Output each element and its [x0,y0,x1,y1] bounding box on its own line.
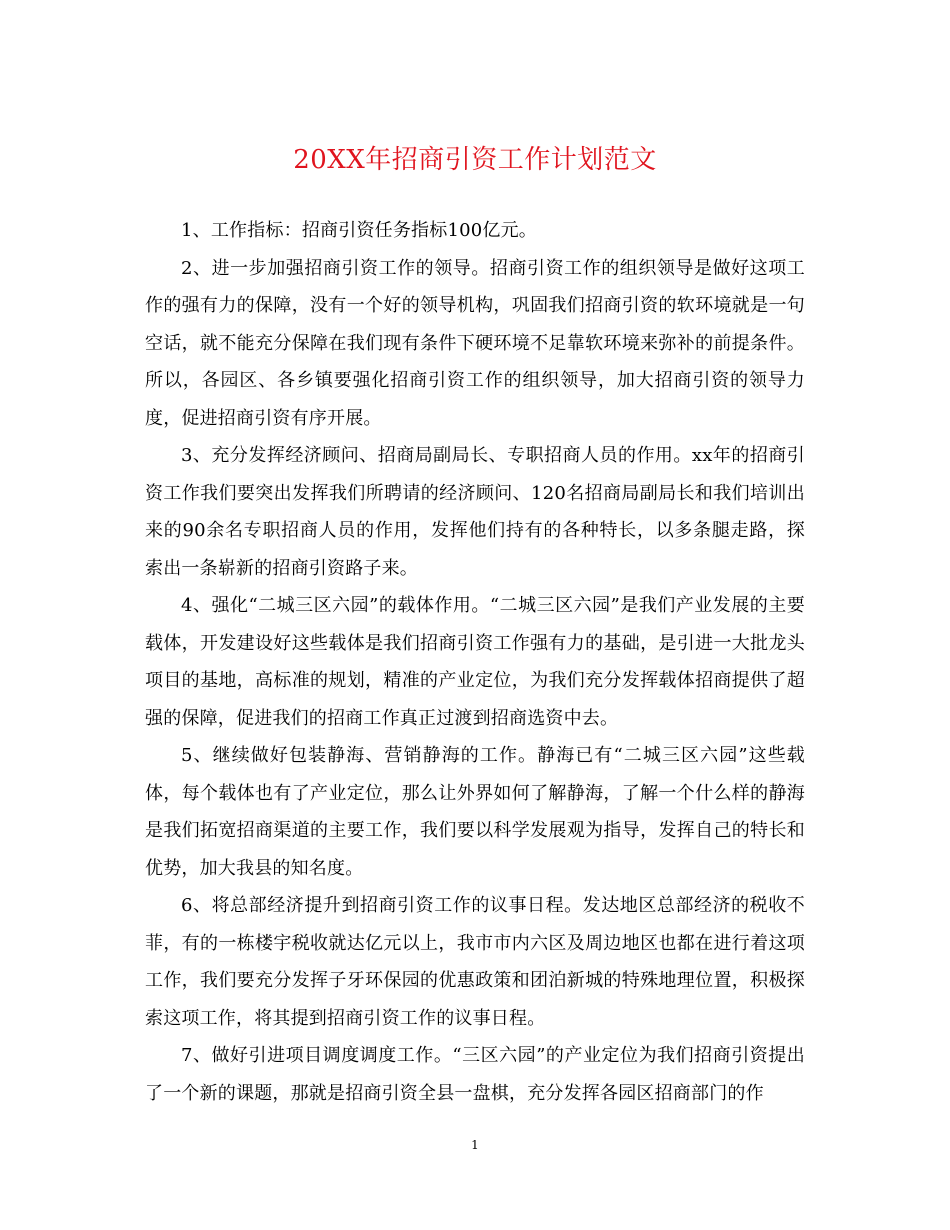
paragraph-1: 1、工作指标：招商引资任务指标100亿元。 [181,220,538,241]
paragraph-7: 7、做好引进项目调度调度工作。“三区六园”的产业定位为我们招商引资提出了一个新的课题，那就是招商引资全县一盘棋，充分发挥各园区招商部门的作 [145,1045,805,1104]
paragraph-2: 2、进一步加强招商引资工作的领导。招商引资工作的组织领导是做好这项工作的强有力的保障，没有一个好的领导机构，巩固我们招商引资的软环境就是一句空话，就不能充分保障在我们现有条件下硬环境不足靠软环境来弥补的前提条件。所以，各园区、各乡镇要强化招商引资工作的组织领导，加大招商引资的领导力度，促进招商引资有序开展。 [145,257,805,429]
document-body [145,212,805,1112]
document-title: 20XX年招商引资工作计划范文 [293,145,657,175]
paragraph-5: 5、继续做好包装静海、营销静海的工作。静海已有“二城三区六园”这些载体，每个载体也有了产业定位，那么让外界如何了解静海，了解一个什么样的静海是我们拓宽招商渠道的主要工作，我们要以科学发展观为指导，发挥自己的特长和优势，加大我县的知名度。 [145,745,805,879]
paragraph-6: 6、将总部经济提升到招商引资工作的议事日程。发达地区总部经济的税收不菲，有的一栋楼宇税收就达亿元以上，我市市内六区及周边地区也都在进行着这项工作，我们要充分发挥子牙环保园的优惠政策和团泊新城的特殊地理位置，积极探索这项工作，将其提到招商引资工作的议事日程。 [145,895,805,1029]
page-number: 1 [471,1138,479,1152]
paragraph-4: 4、强化“二城三区六园”的载体作用。“二城三区六园”是我们产业发展的主要载体，开发建设好这些载体是我们招商引资工作强有力的基础，是引进一大批龙头项目的基地，高标准的规划，精准的产业定位，为我们充分发挥载体招商提供了超强的保障，促进我们的招商工作真正过渡到招商选资中去。 [145,595,805,729]
paragraph-3: 3、充分发挥经济顾问、招商局副局长、专职招商人员的作用。xx年的招商引资工作我们要突出发挥我们所聘请的经济顾问、120名招商局副局长和我们培训出来的90余名专职招商人员的作用，发挥他们持有的各种特长，以多条腿走路，探索出一条崭新的招商引资路子来。 [145,445,805,579]
